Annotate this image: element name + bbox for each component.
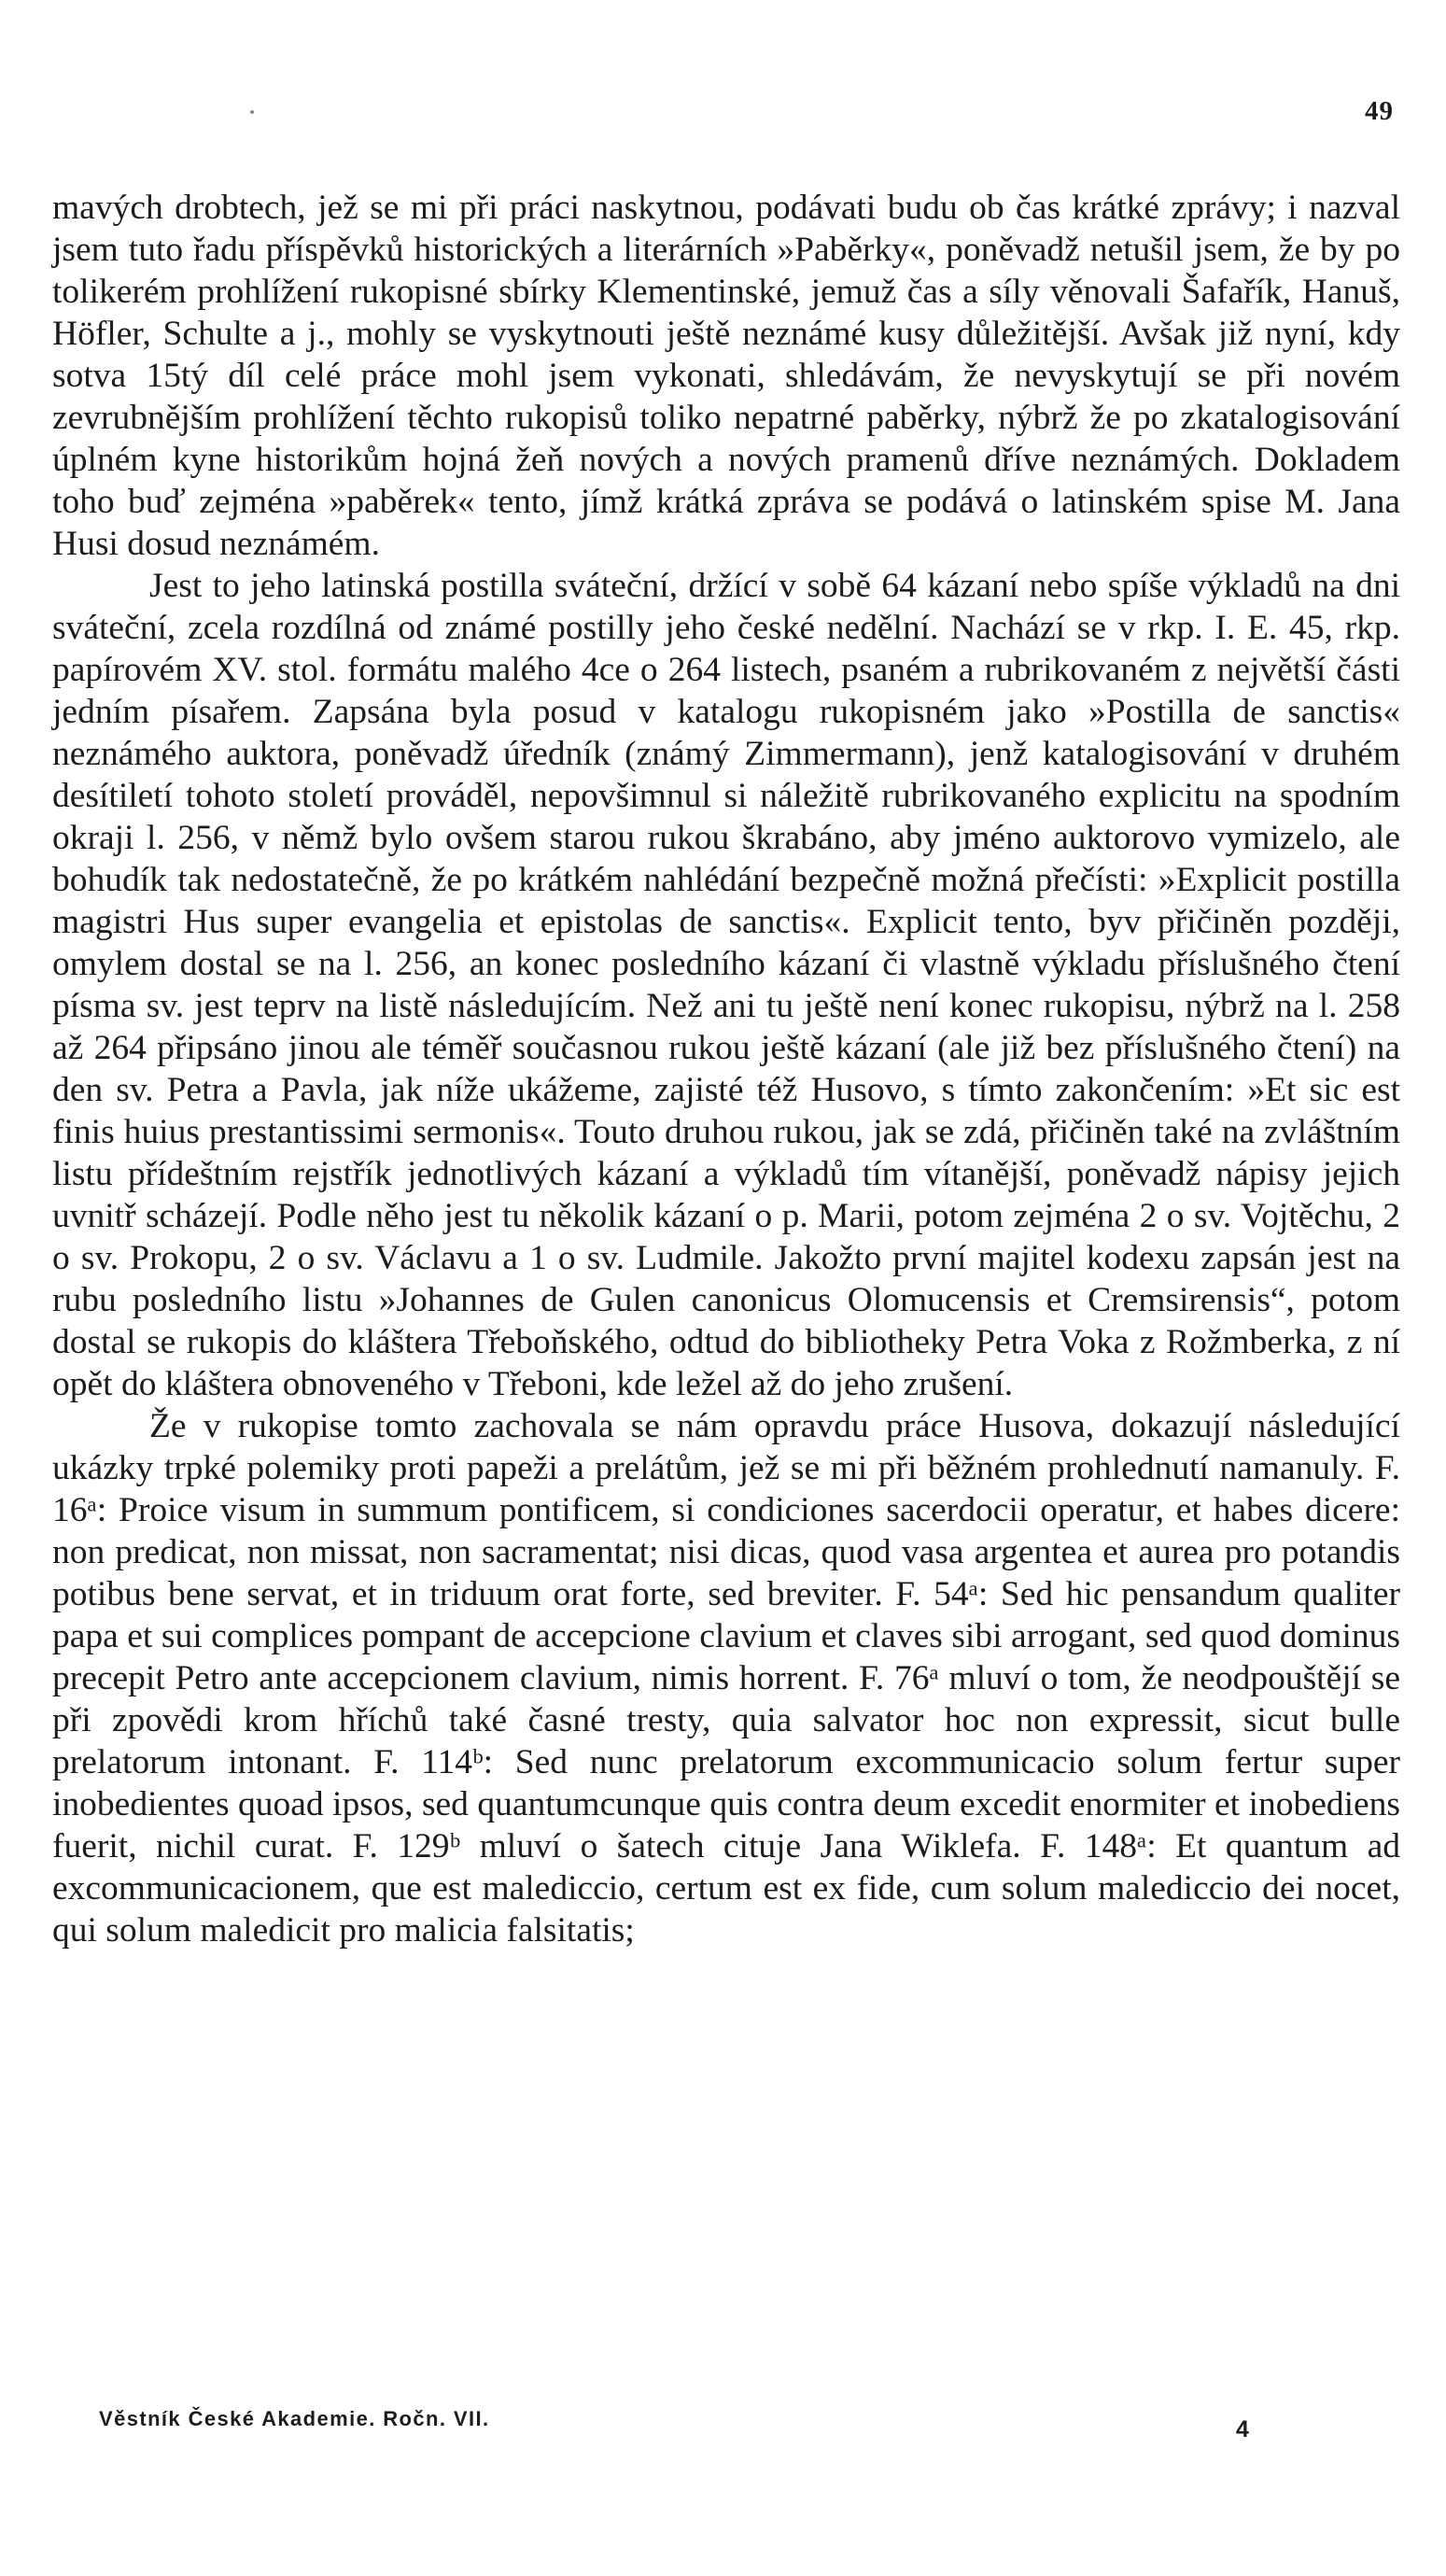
body-text (52, 187, 1400, 1951)
paragraph-2: Jest to jeho latinská postilla sváteční, držící v sobě 64 kázaní nebo spíše výkladů na dni sváteční, zcela rozdílná od známé postilly jeho české nedělní. Nachází se v rkp. I. E. 45, rkp. papírovém XV. stol. formátu malého 4ce o 264 listech, psaném a rubrikovaném z největší části jedním písařem. Zapsána byla posud v katalogu rukopisném jako »Postilla de sanctis« neznámého auktora, poněvadž úředník (známý Zimmermann), jenž katalogisování v druhém desítiletí tohoto století prováděl, nepovšimnul si náležitě rubrikovaného explicitu na spodním okraji l. 256, v němž bylo ovšem starou rukou škrabáno, aby jméno auktorovo vymizelo, ale bohudík tak nedostatečně, že po krátkém nahlédání bezpečně možná přečísti: »Explicit postilla magistri Hus super evangelia et epistolas de sanctis«. Explicit tento, byv přičiněn později, omylem dostal se na l. 256, an konec posledního kázaní či vlastně výkladu příslušného čtení písma sv. jest teprv na listě následujícím. Než ani tu ještě není konec rukopisu, nýbrž na l. 258 až 264 připsáno jinou ale téměř současnou rukou ještě kázaní (ale již bez příslušného čtení) na den sv. Petra a Pavla, jak níže ukážeme, zajisté též Husovo, s tímto zakončením: »Et sic est finis huius prestantissimi sermonis«. Touto druhou rukou, jak se zdá, přičiněn také na zvláštním listu přídeštním rejstřík jednotlivých kázaní a výkladů tím vítanější, poněvadž nápisy jejich uvnitř scházejí. Podle něho jest tu několik kázaní o p. Marii, potom zejména 2 o sv. Vojtěchu, 2 o sv. Prokopu, 2 o sv. Václavu a 1 o sv. Ludmile. Jakožto první majitel kodexu zapsán jest na rubu posledního listu »Johannes de Gulen canonicus Olomucensis et Cremsirensis“, potom dostal se rukopis do kláštera Třeboňského, odtud do bibliotheky Petra Voka z Rožmberka, z ní opět do kláštera obnoveného v Třeboni, kde ležel až do jeho zrušení. (52, 567, 1400, 1403)
paragraph-1: mavých drobtech, jež se mi při práci naskytnou, podávati budu ob čas krátké zprávy; i nazval jsem tuto řadu příspěvků historických a literárních »Paběrky«, poněvadž netušil jsem, že by po tolikerém prohlížení rukopisné sbírky Klementinské, jemuž čas a síly věnovali Šafařík, Hanuš, Höfler, Schulte a j., mohly se vyskytnouti ještě neznámé kusy důležitější. Avšak již nyní, kdy sotva 15tý díl celé práce mohl jsem vykonati, shledávám, že nevyskytují se při novém zevrubnějším prohlížení těchto rukopisů toliko nepatrné paběrky, nýbrž že po zkatalogisování úplném kyne historikům hojná žeň nových a nových pramenů dříve neznámých. Dokladem toho buď zejména »paběrek« tento, jímž krátká zpráva se podává o latinském spise M. Jana Husi dosud neznámém. (52, 189, 1400, 563)
page-number: 49 (1365, 96, 1394, 126)
journal-footer: Věstník České Akademie. Ročn. VII. (99, 2407, 490, 2430)
page-speck (250, 110, 254, 114)
signature-mark: 4 (1236, 2416, 1249, 2442)
paragraph-3: Že v rukopise tomto zachovala se nám opravdu práce Husova, dokazují následující ukázky trpké polemiky proti papeži a prelátům, jež se mi při běžném prohlednutí namanuly. F. 16ᵃ: Proice visum in summum pontificem, si condiciones sacerdocii operatur, et habes dicere: non predicat, non missat, non sacramentat; nisi dicas, quod vasa argentea et aurea pro potandis potibus bene servat, et in triduum orat forte, sed breviter. F. 54ᵃ: Sed hic pensandum qualiter papa et sui complices pompant de accepcione clavium et claves sibi arrogant, sed quod dominus precepit Petro ante accepcionem clavium, nimis horrent. F. 76ᵃ mluví o tom, že neodpouštějí se při zpovědi krom hříchů také časné tresty, quia salvator hoc non expressit, sicut bulle prelatorum intonant. F. 114ᵇ: Sed nunc prelatorum excommunicacio solum fertur super inobedientes quoad ipsos, sed quantumcunque quis contra deum excedit enormiter et inobediens fuerit, nichil curat. F. 129ᵇ mluví o šatech cituje Jana Wiklefa. F. 148ᵃ: Et quantum ad excommunicacionem, que est malediccio, certum est ex fide, cum solum malediccio dei nocet, qui solum maledicit pro malicia falsitatis; (52, 1407, 1400, 1950)
